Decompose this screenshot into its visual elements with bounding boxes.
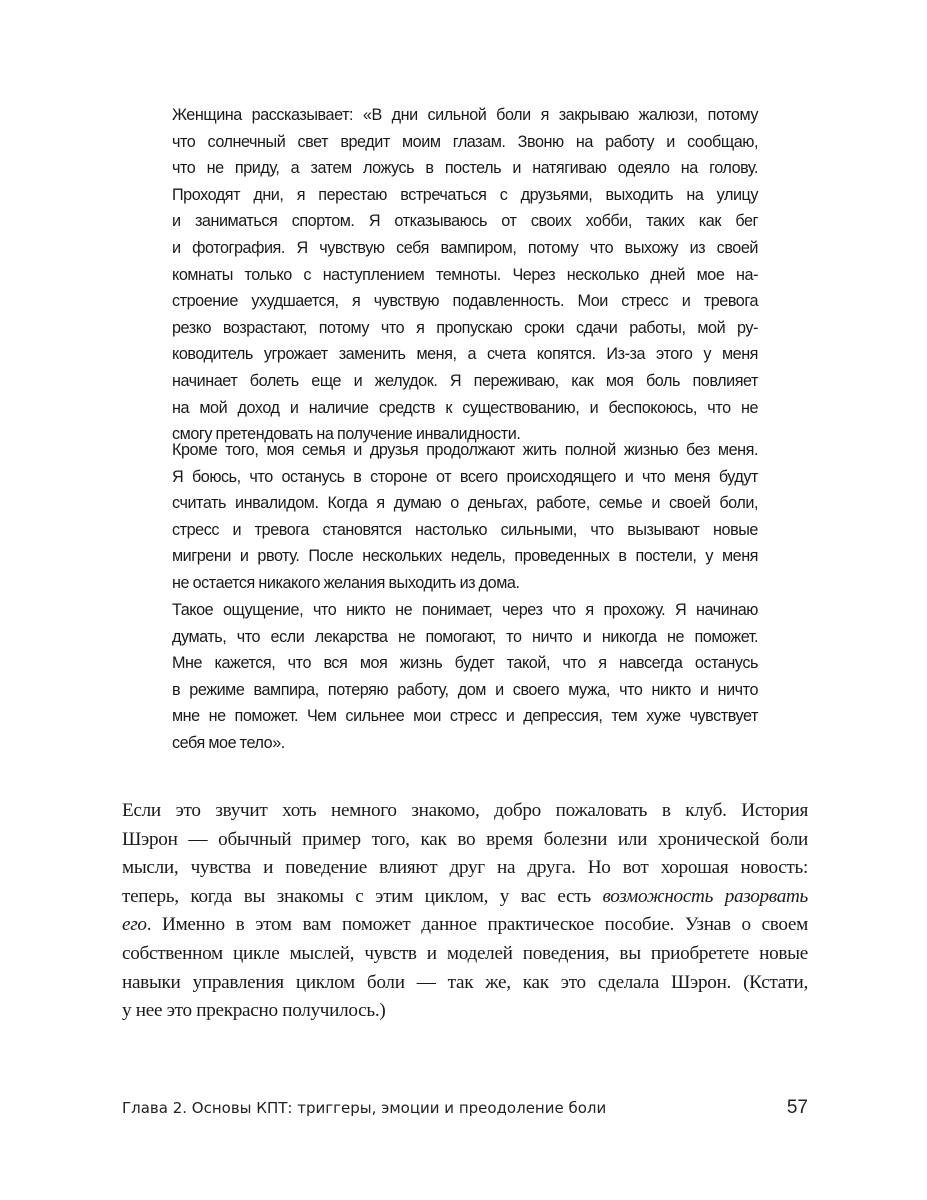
text-line: резко возрастают, потому что я пропускаю сроки сдачи работы, мой ру- bbox=[172, 318, 758, 337]
text-line bbox=[122, 883, 808, 912]
text-line bbox=[122, 911, 808, 940]
text-span: . Именно в этом вам поможет данное практическое пособие. Узнав о своем bbox=[146, 914, 808, 936]
body-paragraph bbox=[122, 797, 808, 1026]
quote-paragraph-2 bbox=[172, 437, 758, 597]
text-line: думать, что если лекарства не помогают, то ничто и никогда не поможет. bbox=[172, 627, 758, 646]
text-line: на мой доход и наличие средств к существованию, и беспокоюсь, что не bbox=[172, 398, 758, 417]
text-line: начинает болеть еще и желудок. Я переживаю, как моя боль повлияет bbox=[172, 371, 758, 390]
text-line: себя мое тело». bbox=[172, 733, 285, 752]
text-line: и заниматься спортом. Я отказываюсь от своих хобби, таких как бег bbox=[172, 212, 758, 231]
text-line: не остается никакого желания выходить из дома. bbox=[172, 573, 520, 592]
text-line: Если это звучит хоть немного знакомо, добро пожаловать в клуб. История bbox=[122, 800, 808, 821]
text-line: у нее это прекрасно получилось.) bbox=[122, 1000, 386, 1022]
emphasis-text: его bbox=[122, 914, 147, 936]
text-line: считать инвалидом. Когда я думаю о деньгах, работе, семье и своей боли, bbox=[172, 494, 758, 513]
text-line: мысли, чувства и поведение влияют друг на друга. Но вот хорошая новость: bbox=[122, 857, 808, 879]
text-line: Такое ощущение, что никто не понимает, через что я прохожу. Я начинаю bbox=[172, 601, 758, 619]
text-line: комнаты только с наступлением темноты. Через несколько дней мое на- bbox=[172, 265, 758, 284]
text-line: Проходят дни, я перестаю встречаться с друзьями, выходить на улицу bbox=[172, 185, 758, 204]
text-line: мне не поможет. Чем сильнее мои стресс и депрессия, тем хуже чувствует bbox=[172, 707, 758, 726]
page-number: 57 bbox=[786, 1097, 808, 1118]
text-span: теперь, когда вы знакомы с этим циклом, у вас есть bbox=[122, 885, 603, 907]
text-line: ководитель угрожает заменить меня, а счета копятся. Из-за этого у меня bbox=[172, 345, 758, 364]
text-line: Женщина рассказывает: «В дни сильной боли я закрываю жалюзи, потому bbox=[172, 106, 758, 124]
text-line: что солнечный свет вредит моим глазам. Звоню на работу и сообщаю, bbox=[172, 132, 758, 151]
quote-paragraph-3 bbox=[172, 597, 758, 757]
text-line: смогу претендовать на получение инвалидности. bbox=[172, 425, 521, 444]
text-line: навыки управления циклом боли — так же, как это сделала Шэрон. (Кстати, bbox=[122, 971, 808, 993]
page-footer bbox=[122, 1097, 808, 1119]
text-line: и фотография. Я чувствую себя вампиром, потому что выхожу из своей bbox=[172, 238, 758, 257]
text-line: в режиме вампира, потеряю работу, дом и своего мужа, что никто и ничто bbox=[172, 680, 758, 699]
running-footer-chapter: Глава 2. Основы КПТ: триггеры, эмоции и преодоление боли bbox=[122, 1099, 607, 1117]
text-line: строение ухудшается, я чувствую подавленность. Мои стресс и тревога bbox=[172, 292, 758, 311]
emphasis-text: возможность разорвать bbox=[602, 885, 808, 907]
text-line: собственном цикле мыслей, чувств и моделей поведения, вы приобретете новые bbox=[122, 942, 808, 964]
text-line: мигрени и рвоту. После нескольких недель, проведенных в постели, у меня bbox=[172, 547, 758, 566]
text-line: Шэрон — обычный пример того, как во время болезни или хронической боли bbox=[122, 828, 808, 850]
text-line: стресс и тревога становятся настолько сильными, что вызывают новые bbox=[172, 520, 758, 539]
text-line: Мне кажется, что вся моя жизнь будет такой, что я навсегда останусь bbox=[172, 654, 758, 673]
text-line: Я боюсь, что останусь в стороне от всего происходящего и что меня будут bbox=[172, 467, 758, 486]
quote-paragraph-1 bbox=[172, 102, 758, 448]
text-line: что не приду, а затем ложусь в постель и натягиваю одеяло на голову. bbox=[172, 159, 758, 178]
text-line: Кроме того, моя семья и друзья продолжают жить полной жизнью без меня. bbox=[172, 441, 758, 459]
